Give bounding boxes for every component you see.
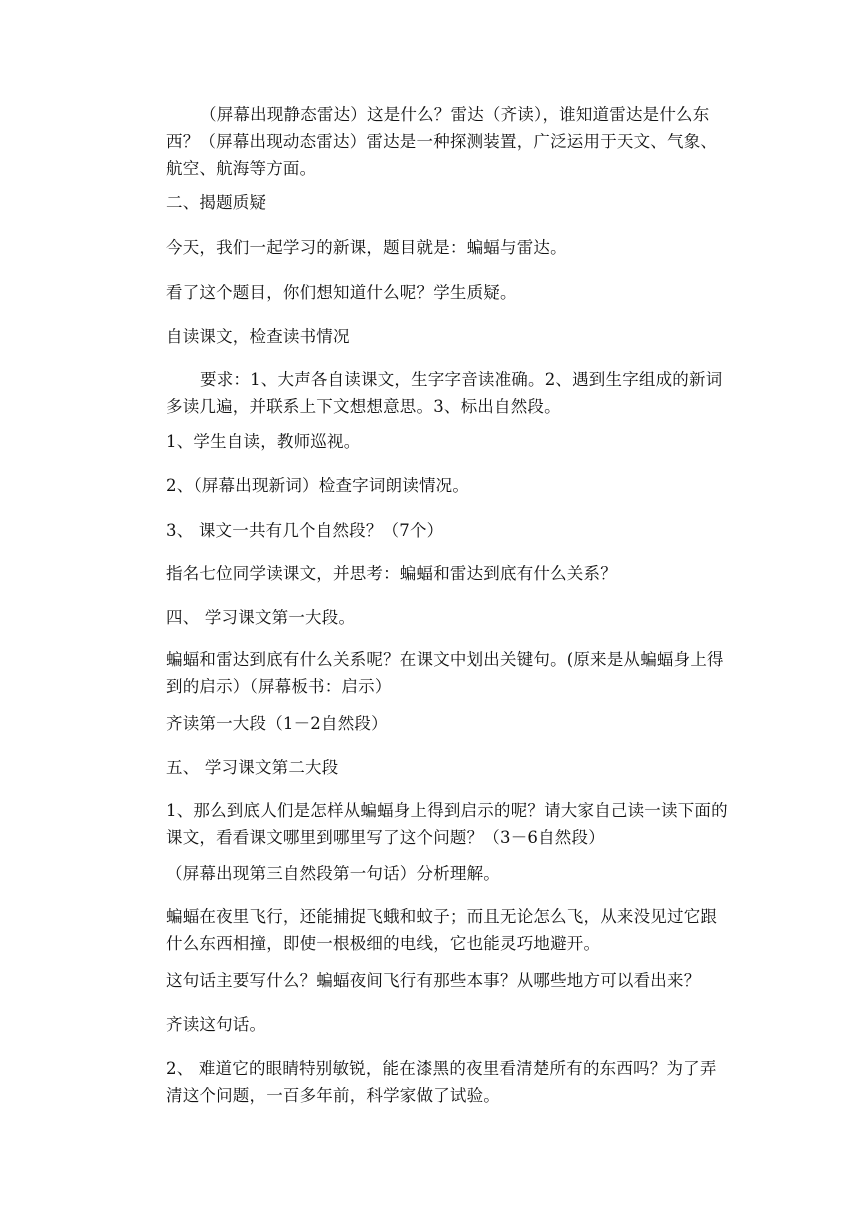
paragraph-read-first-part: 齐读第一大段（1－2自然段） bbox=[166, 714, 388, 733]
paragraph-bat-quote: 蝙蝠在夜里飞行，还能捕捉飞蛾和蚊子；而且无论怎么飞，从来没见过它跟什么东西相撞，即使一根极细的电线，它也能灵巧地避开。 bbox=[166, 907, 718, 953]
paragraph-assign-reading: 指名七位同学读课文，并思考：蝙蝠和雷达到底有什么关系？ bbox=[166, 564, 617, 583]
list-item-self-read: 1、学生自读，教师巡视。 bbox=[166, 432, 361, 451]
heading-self-reading: 自读课文，检查读书情况 bbox=[166, 327, 350, 346]
heading-section-four: 四、 学习课文第一大段。 bbox=[166, 608, 356, 627]
paragraph-student-questions: 看了这个题目，你们想知道什么呢？学生质疑。 bbox=[166, 283, 517, 302]
paragraph-requirements: 要求：1、大声各自读课文，生字字音读准确。2、遇到生字组成的新词多读几遍，并联系上下文想想意思。3、标出自然段。 bbox=[166, 370, 723, 416]
paragraph-today-lesson: 今天，我们一起学习的新课，题目就是：蝙蝠与雷达。 bbox=[166, 238, 567, 257]
heading-section-five: 五、 学习课文第二大段 bbox=[166, 758, 339, 777]
paragraph-experiment: 2、 难道它的眼睛特别敏锐，能在漆黑的夜里看清楚所有的东西吗？为了弄清这个问题，一百多年前，科学家做了试验。 bbox=[166, 1059, 717, 1105]
paragraph-radar-intro: （屏幕出现静态雷达）这是什么？雷达（齐读），谁知道雷达是什么东西？（屏幕出现动态雷达）雷达是一种探测装置，广泛运用于天文、气象、航空、航海等方面。 bbox=[166, 105, 718, 178]
list-item-paragraph-count: 3、 课文一共有几个自然段？（7个） bbox=[166, 521, 444, 540]
paragraph-analysis-questions: 这句话主要写什么？蝙蝠夜间飞行有那些本事？从哪些地方可以看出来？ bbox=[166, 971, 701, 990]
paragraph-inspiration-question: 1、那么到底人们是怎样从蝙蝠身上得到启示的呢？请大家自己读一读下面的课文，看看课文哪里到哪里写了这个问题？（3－6自然段） bbox=[166, 801, 728, 847]
list-item-new-words: 2、（屏幕出现新词）检查字词朗读情况。 bbox=[166, 476, 470, 495]
paragraph-read-sentence: 齐读这句话。 bbox=[166, 1015, 267, 1034]
heading-reveal-question: 二、揭题质疑 bbox=[166, 193, 267, 212]
paragraph-key-sentence: 蝙蝠和雷达到底有什么关系呢？在课文中划出关键句。(原来是从蝙蝠身上得到的启示）（屏幕板书：启示） bbox=[166, 650, 724, 696]
paragraph-screen-first-sentence: （屏幕出现第三自然段第一句话）分析理解。 bbox=[166, 864, 500, 883]
